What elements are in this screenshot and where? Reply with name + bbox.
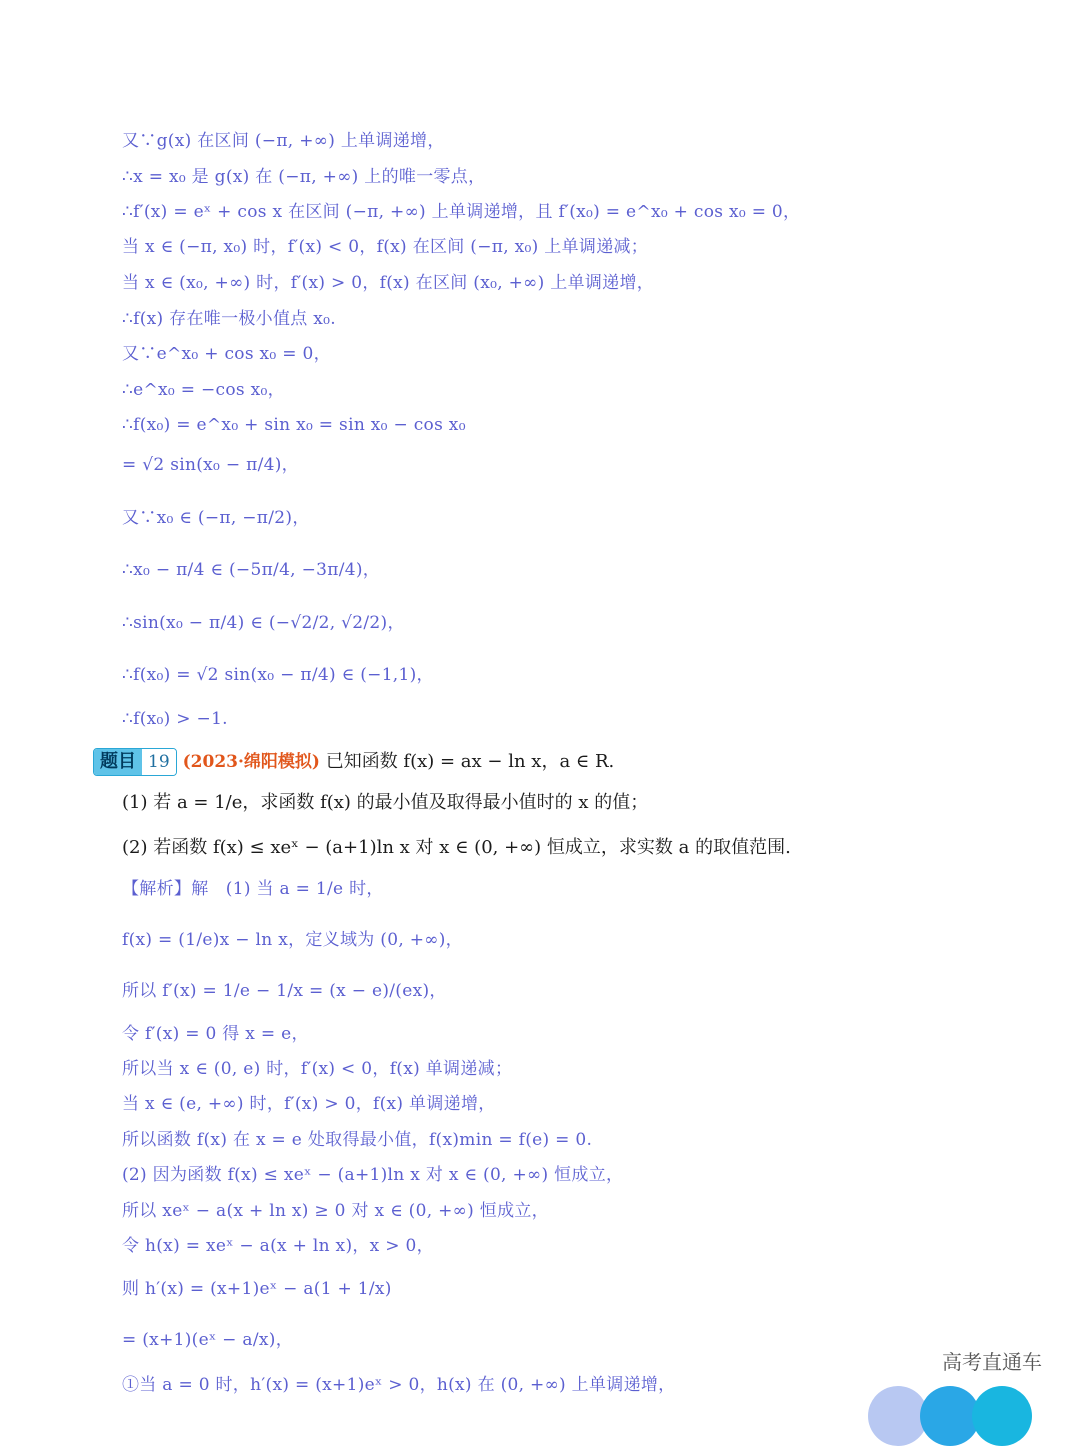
solution-line: 则 h′(x) = (x+1)eˣ − a(1 + 1/x) (122, 1279, 392, 1299)
problem-source: (2023·绵阳模拟) (182, 752, 320, 772)
bubble-decoration (868, 1386, 928, 1446)
solution-line: 又∵e^x₀ + cos x₀ = 0， (122, 344, 331, 364)
solution-line: ∴e^x₀ = −cos x₀， (122, 380, 285, 400)
solution-line: ∴f(x) 存在唯一极小值点 x₀. (122, 309, 336, 329)
solution-line: = (x+1)(eˣ − a/x)， (122, 1330, 293, 1350)
solution-line: 又∵x₀ ∈ (−π, −π/2)， (122, 508, 310, 528)
problem-badge (93, 748, 177, 776)
badge-label: 题目 (94, 749, 142, 775)
problem-statement: 已知函数 f(x) = ax − ln x，a ∈ R. (325, 751, 615, 772)
solution-line: 当 x ∈ (−π, x₀) 时，f′(x) < 0，f(x) 在区间 (−π, x₀) 上单调递减； (122, 237, 649, 257)
solution-line: ∴x = x₀ 是 g(x) 在 (−π, +∞) 上的唯一零点， (122, 167, 486, 187)
solution-line: ∴f(x₀) = e^x₀ + sin x₀ = sin x₀ − cos x₀ (122, 415, 466, 435)
problem-part-1: (1) 若 a = 1/e，求函数 f(x) 的最小值及取得最小值时的 x 的值； (122, 792, 649, 813)
solution-line: (2) 因为函数 f(x) ≤ xeˣ − (a+1)ln x 对 x ∈ (0, +∞) 恒成立， (122, 1165, 624, 1185)
bubble-decoration (972, 1386, 1032, 1446)
solution-line: ∴f′(x) = eˣ + cos x 在区间 (−π, +∞) 上单调递增，且 f′(x₀) = e^x₀ + cos x₀ = 0， (122, 202, 801, 222)
solution-line: 令 h(x) = xeˣ − a(x + ln x)，x > 0， (122, 1236, 434, 1256)
solution-line: 当 x ∈ (x₀, +∞) 时，f′(x) > 0，f(x) 在区间 (x₀, +∞) 上单调递增， (122, 273, 655, 293)
problem-header (93, 748, 1040, 776)
solution-line: ∴x₀ − π/4 ∈ (−5π/4, −3π/4)， (122, 560, 381, 580)
solution-line: ∴f(x₀) = √2 sin(x₀ − π/4) ∈ (−1,1)， (122, 665, 434, 685)
solution-line: 【解析】解 (1) 当 a = 1/e 时， (122, 879, 384, 899)
solution-line: = √2 sin(x₀ − π/4)， (122, 455, 299, 475)
solution-line: ①当 a = 0 时，h′(x) = (x+1)eˣ > 0，h(x) 在 (0, +∞) 上单调递增， (122, 1375, 676, 1395)
problem-part-2: (2) 若函数 f(x) ≤ xeˣ − (a+1)ln x 对 x ∈ (0, +∞) 恒成立，求实数 a 的取值范围. (122, 837, 791, 858)
solution-line: 所以函数 f(x) 在 x = e 处取得最小值，f(x)min = f(e) = 0. (122, 1130, 593, 1150)
solution-line: ∴f(x₀) > −1. (122, 709, 228, 729)
solution-line: 又∵g(x) 在区间 (−π, +∞) 上单调递增， (122, 131, 445, 151)
solution-line: ∴sin(x₀ − π/4) ∈ (−√2/2, √2/2)， (122, 613, 405, 633)
solution-line: 当 x ∈ (e, +∞) 时，f′(x) > 0，f(x) 单调递增， (122, 1094, 496, 1114)
badge-number: 19 (142, 749, 176, 775)
watermark: 高考直通车 (942, 1350, 1042, 1374)
solution-line: 所以 f′(x) = 1/e − 1/x = (x − e)/(ex)， (122, 981, 447, 1001)
solution-line: 所以 xeˣ − a(x + ln x) ≥ 0 对 x ∈ (0, +∞) 恒成立， (122, 1201, 549, 1221)
solution-line: f(x) = (1/e)x − ln x，定义域为 (0, +∞)， (122, 930, 463, 950)
bubble-decoration (920, 1386, 980, 1446)
solution-line: 令 f′(x) = 0 得 x = e， (122, 1024, 309, 1044)
solution-line: 所以当 x ∈ (0, e) 时，f′(x) < 0，f(x) 单调递减； (122, 1059, 513, 1079)
decorative-bubbles (860, 1380, 1080, 1400)
